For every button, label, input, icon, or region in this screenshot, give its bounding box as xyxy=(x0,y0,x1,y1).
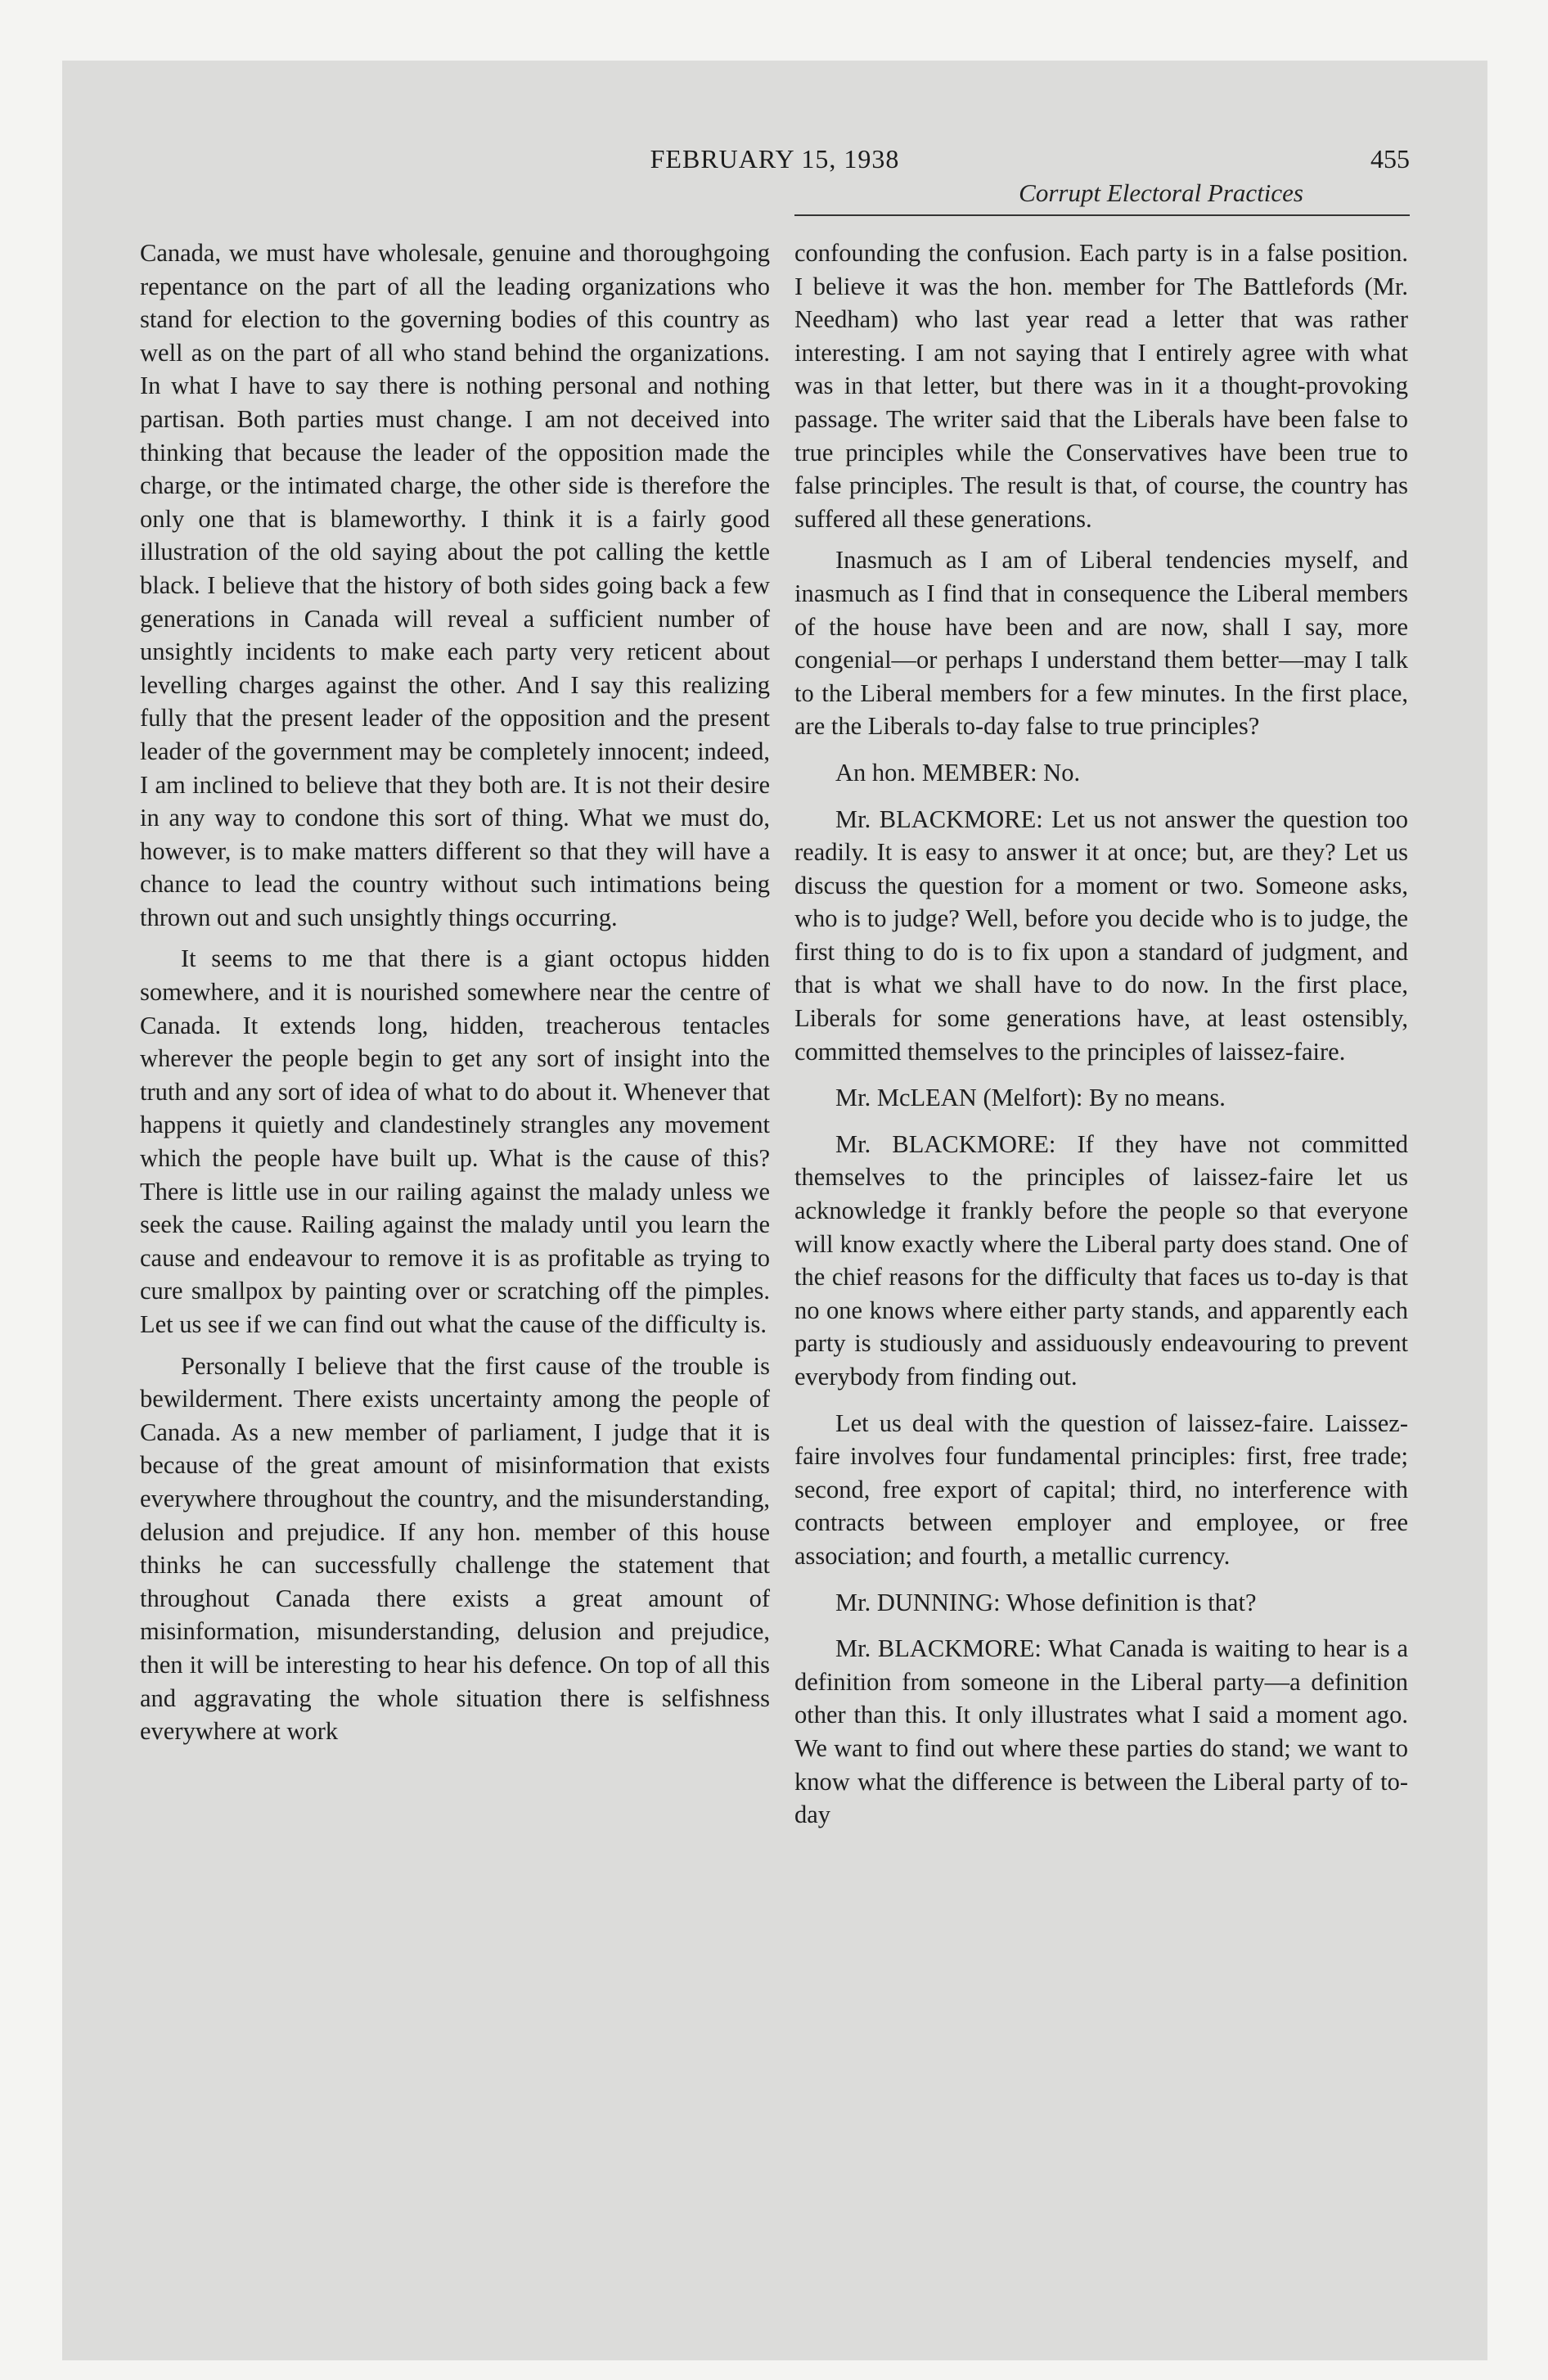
document-page xyxy=(62,61,1487,2360)
header-rule xyxy=(794,214,1410,216)
paragraph: It seems to me that there is a giant octopus hidden somewhere, and it is nourished somewhere near the centre of Canada. It extends long, hidden, treacherous tentacles wherever the people begin to get any sort of insight into the truth and any sort of idea of what to do about it. Whenever that happens it quietly and clandestinely strangles any movement which the people have built up. What is the cause of this? There is little use in our railing against the malady unless we seek the cause. Railing against the malady until you learn the cause and endeavour to remove it is as profitable as trying to cure smallpox by painting over or scratching off the pimples. Let us see if we can find out what the cause of the difficulty is. xyxy=(140,944,770,1338)
paragraph: Let us deal with the question of laissez-faire. Laissez-faire involves four fundamental principles: first, free trade; second, free export of capital; third, no interference with contracts between employer and employee, or free association; and fourth, a metallic currency. xyxy=(794,1409,1408,1570)
right-column xyxy=(794,237,1408,1840)
speech-paragraph: Mr. DUNNING: Whose definition is that? xyxy=(835,1588,1257,1616)
left-column xyxy=(140,237,770,1756)
paragraph: Canada, we must have wholesale, genuine and thoroughgoing repentance on the part of all the leading organizations who stand for election to the governing bodies of this country as well as on the part of all who stand behind the organizations. In what I have to say there is nothing personal and nothing partisan. Both parties must change. I am not deceived into thinking that because the leader of the opposition made the charge, or the intimated charge, the other side is therefore the only one that is blameworthy. I think it is a fairly good illustration of the old saying about the pot calling the kettle black. I believe that the history of both sides going back a few generations in Canada will reveal a sufficient number of unsightly incidents to make each party very reticent about levelling charges against the other. And I say this realizing fully that the present leader of the opposition and the present leader of the government may be completely innocent; indeed, I am inclined to believe that they both are. It is not their desire in any way to condone this sort of thing. What we must do, however, is to make matters different so that they will have a chance to lead the country without such intimations being thrown out and such unsightly things occurring. xyxy=(140,239,770,931)
section-title: Corrupt Electoral Practices xyxy=(1019,178,1303,207)
speech-paragraph: An hon. MEMBER: No. xyxy=(835,758,1081,787)
page-number: 455 xyxy=(1370,144,1410,174)
paragraph: Inasmuch as I am of Liberal tendencies myself, and inasmuch as I find that in consequence the Liberal members of the house have been and are now, shall I say, more congenial—or perhaps I understand them better—may I talk to the Liberal members for a few minutes. In the first place, are the Liberals to-day false to true principles? xyxy=(794,546,1408,741)
page-header xyxy=(62,61,1487,216)
paragraph: confounding the confusion. Each party is in a false position. I believe it was the hon. member for The Battlefords (Mr. Needham) who last year read a letter that was rather interesting. I am not saying that I entirely agree with what was in that letter, but there was in it a thought-provoking passage. The writer said that the Liberals have been false to true principles while the Conservatives have been true to false principles. The result is that, of course, the country has suffered all these generations. xyxy=(794,239,1408,533)
speech-paragraph: Mr. BLACKMORE: If they have not committed themselves to the principles of laissez-faire let us acknowledge it frankly before the people so that everyone will know exactly where the Liberal party does stand. One of the chief reasons for the difficulty that faces us to-day is that no one knows where either party stands, and apparently each party is studiously and assiduously endeavouring to prevent everybody from finding out. xyxy=(794,1129,1408,1391)
speech-paragraph: Mr. BLACKMORE: What Canada is waiting to hear is a definition from someone in the Liberal party—a definition other than this. It only illustrates what I said a moment ago. We want to find out where these parties do stand; we want to know what the difference is between the Liberal party of to-day xyxy=(794,1634,1408,1829)
header-date: FEBRUARY 15, 1938 xyxy=(650,144,900,174)
speech-paragraph: Mr. BLACKMORE: Let us not answer the question too readily. It is easy to answer it at once; but, are they? Let us discuss the question for a moment or two. Someone asks, who is to judge? Well, before you decide who is to judge, the first thing to do is to fix upon a standard of judgment, and that is what we shall have to do now. In the first place, Liberals for some generations have, at least ostensibly, committed themselves to the principles of laissez-faire. xyxy=(794,805,1408,1066)
speech-paragraph: Mr. McLEAN (Melfort): By no means. xyxy=(835,1084,1226,1112)
paragraph: Personally I believe that the first cause of the trouble is bewilderment. There exists uncertainty among the people of Canada. As a new member of parliament, I judge that it is because of the great amount of misinformation that exists everywhere throughout the country, and the misunderstanding, delusion and prejudice. If any hon. member of this house thinks he can successfully challenge the statement that throughout Canada there exists a great amount of misinformation, misunderstanding, delusion and prejudice, then it will be interesting to hear his defence. On top of all this and aggravating the whole situation there is selfishness everywhere at work xyxy=(140,1351,770,1746)
